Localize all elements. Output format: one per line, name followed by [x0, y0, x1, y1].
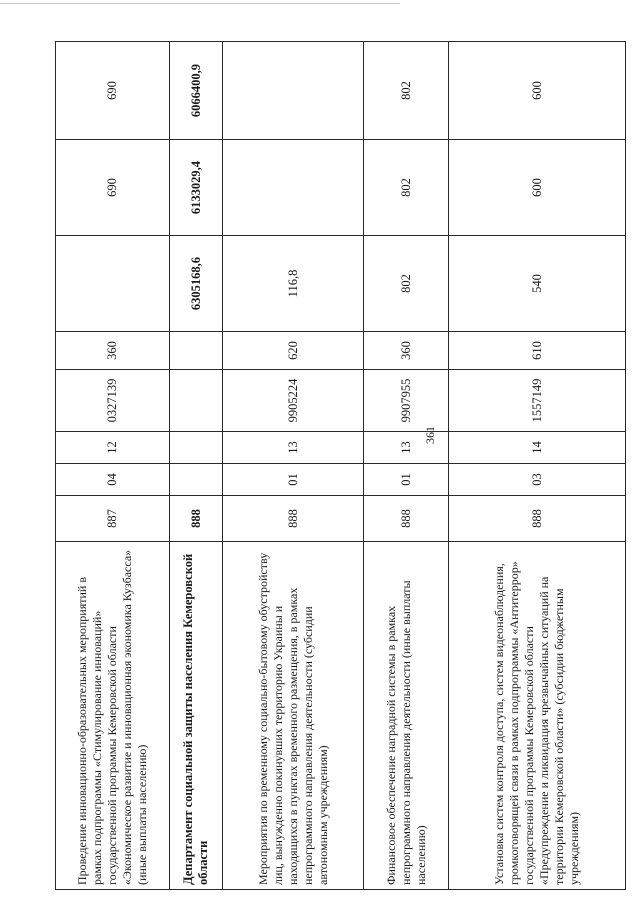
sum-2014: 6305168,6 — [170, 236, 223, 332]
table-row — [449, 42, 626, 890]
podrazdel-code: 14 — [449, 432, 626, 464]
vid-rashodov-code — [170, 332, 223, 370]
row-description: Департамент социальной защиты населения Кемеровской области — [170, 542, 223, 890]
row-description: Финансовое обеспечение наградной системы в рамках непрограммного направления деятельности (иные выплаты населению) — [364, 542, 449, 890]
sum-2016: 690 — [56, 42, 170, 140]
razdel-code: 01 — [364, 464, 449, 496]
table-row — [170, 42, 223, 890]
razdel-code: 01 — [223, 464, 364, 496]
budget-table — [55, 41, 626, 890]
rotated-table-wrapper — [55, 42, 625, 890]
vid-rashodov-code: 610 — [449, 332, 626, 370]
scan-edge-line — [0, 3, 400, 4]
razdel-code: 04 — [56, 464, 170, 496]
sum-2016: 6066400,9 — [170, 42, 223, 140]
sum-2014: 540 — [449, 236, 626, 332]
table-row — [364, 42, 449, 890]
podrazdel-code: 12 — [56, 432, 170, 464]
celevaya-statya-code: 9907955 — [364, 370, 449, 432]
sum-2014: 802 — [364, 236, 449, 332]
sum-2014 — [56, 236, 170, 332]
razdel-code: 03 — [449, 464, 626, 496]
razdel-code — [170, 464, 223, 496]
sum-2016: 600 — [449, 42, 626, 140]
sum-2014: 116,8 — [223, 236, 364, 332]
vedomstvo-code: 888 — [170, 496, 223, 542]
celevaya-statya-code: 9905224 — [223, 370, 364, 432]
sum-2016: 802 — [364, 42, 449, 140]
page-number: 361 — [423, 426, 437, 444]
table-row — [223, 42, 364, 890]
celevaya-statya-code: 0327139 — [56, 370, 170, 432]
sum-2015: 802 — [364, 140, 449, 236]
sum-2015 — [223, 140, 364, 236]
row-description: Проведение инновационно-образовательных мероприятий в рамках подпрограммы «Стимулирование инноваций» государственной программы Кемеровской области «Экономическое развитие и инновационная экономика Кузбасса» (иные выплаты населению) — [56, 542, 170, 890]
table-row — [56, 42, 170, 890]
sum-2016 — [223, 42, 364, 140]
vedomstvo-code: 888 — [449, 496, 626, 542]
vedomstvo-code: 887 — [56, 496, 170, 542]
row-description: Установка систем контроля доступа, систем видеонаблюдения, громкоговорящей связи в рамках подпрограммы «Антитеррор» государственной программы Кемеровской области «Предупреждение и ликвидация чрезвычайных ситуаций на территории Кемеровской области» (субсидии бюджетным учреждениям) — [449, 542, 626, 890]
row-description: Мероприятия по временному социально-бытовому обустройству лиц, вынужденно покинувших территорию Украины и находящихся в пунктах временного размещения, в рамках непрограммного направления деятельности (субсидии автономным учреждениям) — [223, 542, 364, 890]
vid-rashodov-code: 620 — [223, 332, 364, 370]
table-body — [56, 42, 626, 890]
sum-2015: 6133029,4 — [170, 140, 223, 236]
vid-rashodov-code: 360 — [56, 332, 170, 370]
sum-2015: 600 — [449, 140, 626, 236]
podrazdel-code: 13 — [364, 432, 449, 464]
vedomstvo-code: 888 — [364, 496, 449, 542]
celevaya-statya-code — [170, 370, 223, 432]
celevaya-statya-code: 1557149 — [449, 370, 626, 432]
podrazdel-code: 13 — [223, 432, 364, 464]
podrazdel-code — [170, 432, 223, 464]
vid-rashodov-code: 360 — [364, 332, 449, 370]
vedomstvo-code: 888 — [223, 496, 364, 542]
sum-2015: 690 — [56, 140, 170, 236]
